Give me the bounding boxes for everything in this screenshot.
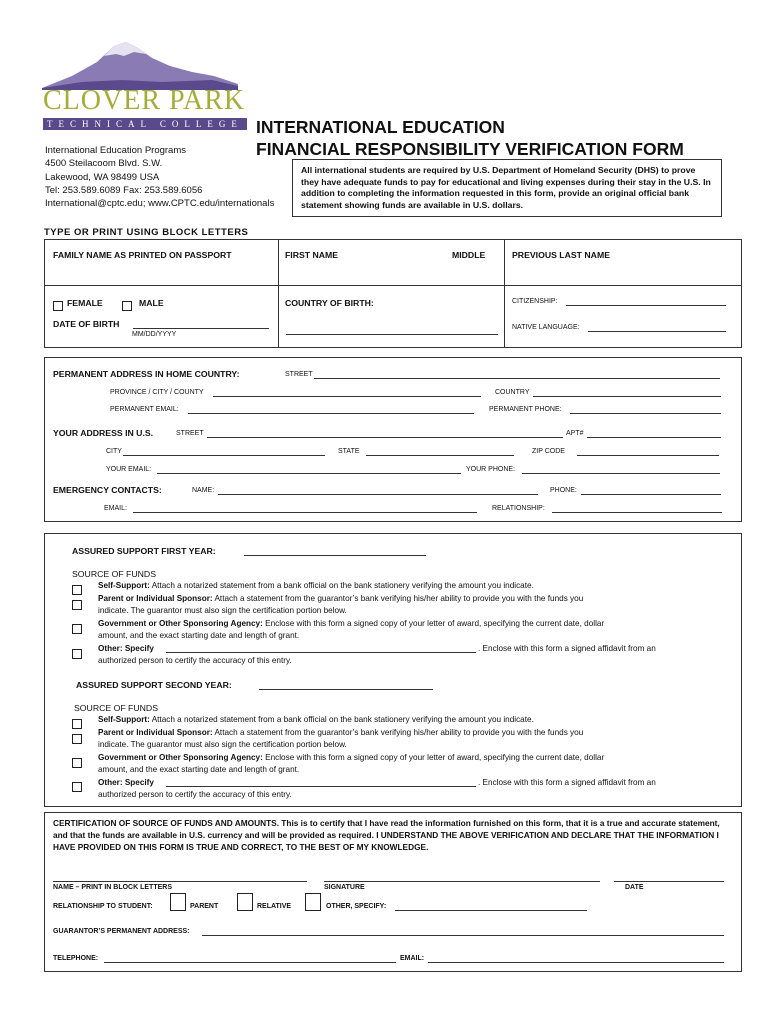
other-checkbox-2[interactable] [72,778,82,796]
country-of-birth-label: COUNTRY OF BIRTH: [285,298,374,308]
certification-text: CERTIFICATION OF SOURCE OF FUNDS AND AMOUNTS. This is to certify that I have read the information furnished on this form, that it is a true and accurate statement, and that the funds are available in U.S. currency and will be provided as required. I UNDERSTAND THE ABOVE VERIFICATION AND DECLARE THAT THE INFORMATION I HAVE PROVIDED ON THIS FORM IS TRUE AND CORRECT, TO THE BEST OF MY KNOWLEDGE. [53,818,720,853]
source-of-funds-title-1: SOURCE OF FUNDS [72,569,156,579]
male-label: MALE [139,298,164,308]
state-label: STATE [338,448,360,455]
zip-field[interactable] [577,455,719,456]
street-label: STREET [285,371,313,378]
other-relationship-field[interactable] [395,910,587,911]
name-block-letters-label: NAME – PRINT IN BLOCK LETTERS [53,884,173,891]
source-of-funds-title-2: SOURCE OF FUNDS [74,703,158,713]
sponsor-text-1b: indicate. The guarantor must also sign the certification portion below. [98,606,347,615]
other-checkbox-1[interactable] [72,645,82,663]
native-language-label: NATIVE LANGUAGE: [512,324,580,331]
apt-field[interactable] [587,437,721,438]
telephone-label: TELEPHONE: [53,955,99,962]
guarantor-email-field[interactable] [428,962,724,963]
self-support-text-2: Self-Support: Attach a notarized statement from a bank official on the bank stationery verifying the amount you indicate. [98,715,534,724]
your-email-label: YOUR EMAIL: [106,466,152,473]
other-specify-label: OTHER, SPECIFY: [326,903,387,910]
your-phone-label: YOUR PHONE: [466,466,516,473]
sponsor-text-2b: indicate. The guarantor must also sign the certification portion below. [98,740,347,749]
zip-label: ZIP CODE [532,448,565,455]
middle-name-label: MIDDLE [452,250,486,260]
relationship-to-student-label: RELATIONSHIP TO STUDENT: [53,903,153,910]
city-field[interactable] [123,455,325,456]
your-email-field[interactable] [157,473,461,474]
permanent-email-label: PERMANENT EMAIL: [110,406,179,413]
permanent-email-field[interactable] [188,413,474,414]
family-name-label: FAMILY NAME AS PRINTED ON PASSPORT [53,250,232,260]
form-title-line1: INTERNATIONAL EDUCATION [256,117,505,137]
apt-label: APT# [566,430,584,437]
guarantor-email-label: EMAIL: [400,955,425,962]
us-street-label: STREET [176,430,204,437]
form-title-line2: FINANCIAL RESPONSIBILITY VERIFICATION FORM [256,139,684,159]
dhs-notice-box [292,159,722,217]
other-text-2-tail: . Enclose with this form a signed affidavit from an [478,778,656,787]
us-address-label: YOUR ADDRESS IN U.S. [53,428,154,438]
signature-label: SIGNATURE [324,884,365,891]
emergency-email-label: EMAIL: [104,505,127,512]
emergency-email-field[interactable] [133,512,477,513]
emergency-name-label: NAME: [192,487,215,494]
state-field[interactable] [366,455,514,456]
divider [504,239,505,348]
emergency-phone-field[interactable] [581,494,721,495]
first-name-label: FIRST NAME [285,250,339,260]
permanent-address-label: PERMANENT ADDRESS IN HOME COUNTRY: [53,369,240,379]
guarantor-date-field[interactable] [614,881,724,882]
government-checkbox-2[interactable] [72,754,82,772]
guarantor-name-field[interactable] [53,881,307,882]
other-text-2: Other: Specify [98,778,154,787]
org-line: International@cptc.edu; www.CPTC.edu/internationals [45,198,275,210]
government-text-1b: amount, and the exact starting date and length of grant. [98,631,300,640]
permanent-phone-label: PERMANENT PHONE: [489,406,562,413]
province-field[interactable] [213,396,481,397]
sponsor-checkbox-2[interactable] [72,730,82,748]
government-text-2: Government or Other Sponsoring Agency: Enclose with this form a signed copy of your letter of award, specifying the current date, dollar [98,753,605,762]
female-label: FEMALE [67,298,103,308]
other-relationship-checkbox[interactable] [305,893,321,911]
province-label: PROVINCE / CITY / COUNTY [110,389,204,396]
second-year-label: ASSURED SUPPORT SECOND YEAR: [76,680,232,690]
dhs-notice-text: All international students are required by U.S. Department of Homeland Security (DHS) to prove they have adequate funds to pay for educational and living expenses during their stay in the U.S. In addition to completing the information requested in this form, provide an original official bank statement showing funds are available in U.S. dollars. [301,165,711,210]
first-year-label: ASSURED SUPPORT FIRST YEAR: [72,546,216,556]
country-field[interactable] [533,396,721,397]
government-checkbox-1[interactable] [72,620,82,638]
country-of-birth-field[interactable] [286,334,498,335]
divider [44,285,742,286]
second-year-amount-field[interactable] [259,689,433,690]
other-text-1-tail: . Enclose with this form a signed affidavit from an [478,644,656,653]
emergency-name-field[interactable] [218,494,538,495]
parent-checkbox[interactable] [170,893,186,911]
previous-last-name-label: PREVIOUS LAST NAME [512,250,610,260]
sponsor-text-1: Parent or Individual Sponsor: Attach a statement from the guarantor’s bank verifying his/her ability to provide you with the funds you [98,594,584,603]
other-text-2b: authorized person to certify the accuracy of this entry. [98,790,292,799]
org-line: Lakewood, WA 98499 USA [45,171,160,183]
org-line: International Education Programs [45,145,186,156]
guarantor-signature-field[interactable] [324,881,600,882]
date-of-birth-label: DATE OF BIRTH [53,319,120,329]
parent-label: PARENT [190,903,219,910]
logo-subtitle: TECHNICAL COLLEGE [43,118,247,130]
other-text-1: Other: Specify [98,644,154,653]
citizenship-label: CITIZENSHIP: [512,298,558,305]
date-of-birth-field[interactable] [133,328,269,329]
address-box [44,357,742,522]
relative-checkbox[interactable] [237,893,253,911]
other-specify-field-2[interactable] [166,786,476,787]
date-label: DATE [625,884,644,891]
sponsor-checkbox-1[interactable] [72,596,82,614]
sponsor-text-2: Parent or Individual Sponsor: Attach a statement from the guarantor’s bank verifying his/her ability to provide you with the funds you [98,728,584,737]
country-label: COUNTRY [495,389,530,396]
divider [278,239,279,348]
permanent-phone-field[interactable] [570,413,721,414]
org-address [45,144,274,210]
date-format-hint: MM/DD/YYYY [132,331,177,338]
native-language-field[interactable] [588,331,726,332]
self-support-text-1: Self-Support: Attach a notarized statement from a bank official on the bank stationery verifying the amount you indicate. [98,581,534,590]
emergency-phone-label: PHONE: [550,487,577,494]
org-line: 4500 Steilacoom Blvd. S.W. [45,158,163,170]
guarantor-address-label: GUARANTOR’S PERMANENT ADDRESS: [53,928,190,935]
first-year-amount-field[interactable] [244,555,426,556]
section-title-block-letters: TYPE OR PRINT USING BLOCK LETTERS [44,227,249,238]
your-phone-field[interactable] [522,473,720,474]
guarantor-address-field[interactable] [202,935,724,936]
relative-label: RELATIVE [257,903,292,910]
permanent-street-field[interactable] [314,378,720,379]
city-label: CITY [106,448,122,455]
government-text-2b: amount, and the exact starting date and length of grant. [98,765,300,774]
government-text-1: Government or Other Sponsoring Agency: Enclose with this form a signed copy of your letter of award, specifying the current date, dollar [98,619,605,628]
citizenship-field[interactable] [566,305,726,306]
guarantor-telephone-field[interactable] [104,962,396,963]
other-specify-field-1[interactable] [166,652,476,653]
other-text-1b: authorized person to certify the accuracy of this entry. [98,656,292,665]
us-street-field[interactable] [207,437,563,438]
female-checkbox[interactable] [53,297,63,315]
emergency-relationship-field[interactable] [552,512,722,513]
org-line: Tel: 253.589.6089 Fax: 253.589.6056 [45,184,203,196]
emergency-contacts-label: EMERGENCY CONTACTS: [53,485,162,495]
male-checkbox[interactable] [122,297,132,315]
logo-name: CLOVER PARK [43,85,246,116]
emergency-relationship-label: RELATIONSHIP: [492,505,545,512]
